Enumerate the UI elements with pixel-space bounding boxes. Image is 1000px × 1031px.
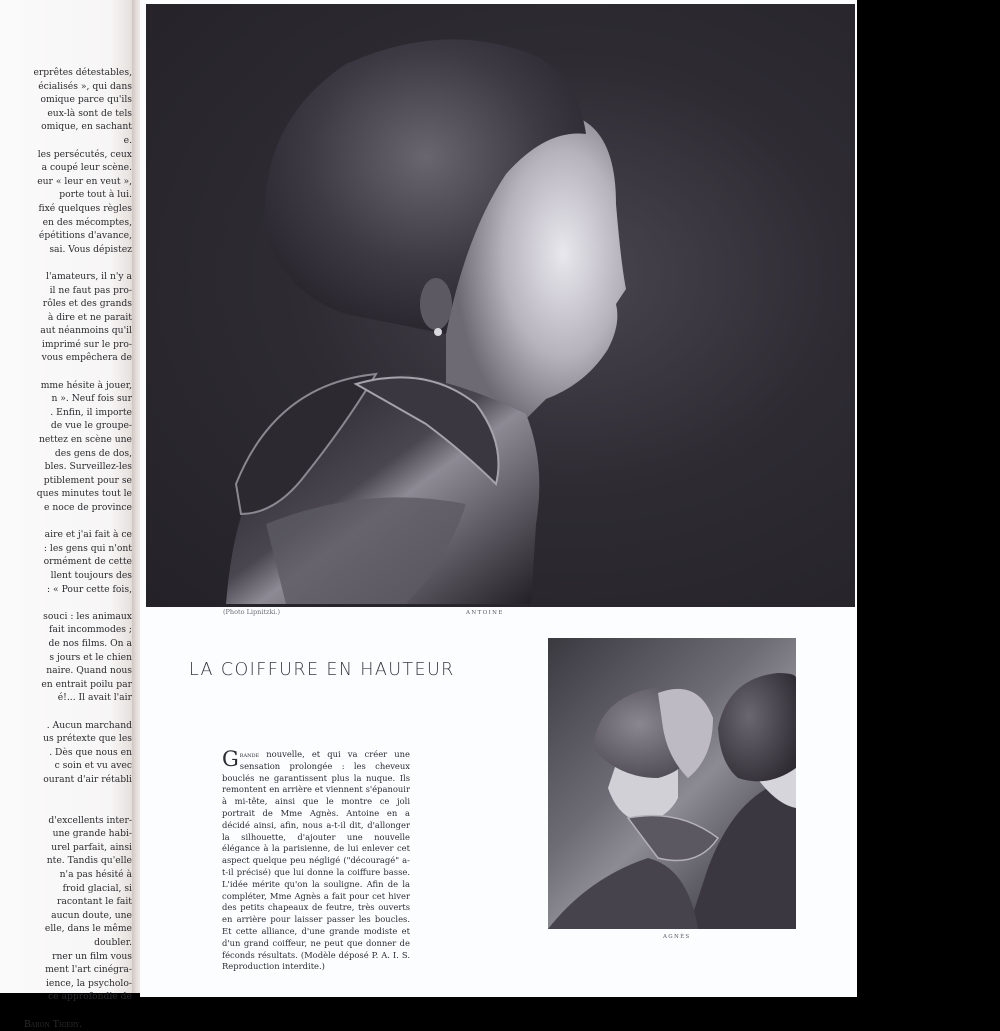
- left-text-line: de vue le groupe-: [50, 420, 132, 432]
- left-text-line: racontant le fait: [57, 896, 132, 908]
- photo-caption-antoine: ANTOINE: [466, 610, 504, 616]
- main-portrait-photo: [146, 4, 855, 607]
- left-text-line: . Dès que nous en: [49, 746, 132, 758]
- left-text-line: doubler.: [94, 937, 132, 948]
- left-text-line: [0, 786, 132, 800]
- left-text-line: d'excellents inter-: [48, 814, 132, 826]
- left-text-line: une grande habi-: [52, 828, 132, 840]
- left-text-line: à dire et ne parait: [47, 311, 132, 323]
- left-page: [0, 0, 138, 1030]
- left-text-line: [0, 515, 132, 529]
- left-text-line: épétitions d'avance,: [38, 230, 132, 242]
- left-text-line: de nos films. On a: [48, 637, 132, 649]
- hats-photo: [548, 638, 796, 929]
- article-headline: LA COIFFURE EN HAUTEUR: [189, 660, 455, 680]
- left-text-line: e noce de province: [44, 502, 132, 513]
- left-text-line: elle, dans le même: [44, 923, 132, 935]
- drop-cap: G: [222, 747, 239, 771]
- left-page-column-text: [0, 66, 132, 1031]
- left-text-line: souci : les animaux: [43, 610, 132, 622]
- left-text-line: eur « leur en veut »,: [37, 175, 132, 187]
- left-text-line: sai. Vous dépistez: [49, 243, 132, 255]
- left-text-line: aut néanmoins qu'il: [40, 325, 132, 337]
- left-text-line: n ». Neuf fois sur: [51, 393, 132, 405]
- left-text-line: imprimé sur le pro-: [41, 338, 132, 350]
- left-text-line: rner un film vous: [52, 950, 132, 962]
- photo-credit: (Photo Lipnitzki.): [223, 608, 281, 616]
- left-text-line: ce approfondie de: [47, 991, 132, 1003]
- left-text-line: en des mécomptes,: [42, 216, 132, 228]
- left-text-line: aire et j'ai fait à ce: [44, 529, 132, 541]
- left-text-line: [0, 596, 132, 610]
- left-text-line: porte tout à lui.: [59, 189, 132, 201]
- left-text-line: nte. Tandis qu'elle: [46, 855, 132, 867]
- left-text-line: : « Pour cette fois,: [47, 583, 132, 595]
- left-text-line: a coupé leur scène.: [41, 162, 132, 174]
- left-text-line: eux-là sont de tels: [47, 107, 132, 119]
- left-text-line: ptiblement pour se: [43, 474, 132, 486]
- left-text-line: ourant d'air rétabli: [43, 773, 132, 785]
- left-text-line: rôles et des grands: [42, 298, 132, 310]
- author-signature: Baron Thiéry.: [24, 1018, 83, 1030]
- left-text-line: ience, la psycholo-: [45, 977, 132, 989]
- portrait-illustration: [146, 4, 855, 607]
- left-text-line: il ne faut pas pro-: [49, 284, 132, 296]
- left-text-line: vous empêchera de: [41, 352, 132, 364]
- left-text-line: [0, 365, 132, 379]
- left-text-line: : les gens qui n'ont: [43, 542, 132, 554]
- left-text-line: s jours et le chien: [49, 651, 132, 663]
- left-text-line: mme hésite à jouer,: [40, 379, 132, 391]
- left-text-line: [0, 256, 132, 270]
- left-text-line: omique, en sachant: [41, 121, 132, 133]
- left-text-line: froid glacial, si: [62, 882, 132, 894]
- left-text-line: [0, 705, 132, 719]
- left-text-line: erprêtes détestables,: [33, 67, 132, 78]
- left-text-line: écialisés », qui dans: [38, 80, 132, 92]
- spacer: [0, 1004, 132, 1018]
- left-text-line: us prétexte que les: [43, 733, 132, 745]
- left-text-line: les persécutés, ceux: [37, 148, 132, 160]
- left-text-line: é!... Il avait l'air: [57, 692, 132, 704]
- lead-smallcaps: rande: [239, 750, 260, 759]
- left-text-line: ormément de cette: [43, 556, 132, 568]
- photo-caption-agnes: AGNÈS: [663, 934, 691, 940]
- left-text-line: . Enfin, il importe: [50, 406, 132, 418]
- left-text-line: bles. Surveillez-les: [44, 461, 132, 473]
- left-text-line: naire. Quand nous: [46, 665, 132, 677]
- left-text-line: des gens de dos,: [54, 447, 132, 459]
- left-text-line: llent toujours des: [50, 569, 132, 581]
- left-text-line: fixé quelques règles: [38, 202, 132, 214]
- left-text-line: omique parce qu'ils: [40, 94, 132, 106]
- left-text-line: ment l'art cinégra-: [45, 964, 132, 976]
- left-text-line: fait incommodes ;: [49, 624, 132, 636]
- left-text-line: l'amateurs, il n'y a: [46, 270, 132, 282]
- left-text-line: [0, 800, 132, 814]
- left-text-line: aucun doute, une: [51, 909, 132, 921]
- left-text-line: urel parfait, ainsi: [51, 841, 132, 853]
- left-text-line: e.: [123, 134, 132, 146]
- left-text-line: en entrait poilu par: [41, 678, 132, 690]
- left-text-line: n'a pas hésité à: [59, 869, 132, 881]
- left-text-line: nettez en scène une: [38, 434, 132, 446]
- left-text-line: c soin et vu avec: [54, 760, 132, 772]
- left-text-line: ques minutes tout le: [36, 488, 132, 500]
- left-text-line: . Aucun marchand: [46, 719, 132, 731]
- hats-illustration: [548, 638, 796, 929]
- article-body-text: nouvelle, et qui va créer une sensation prolongée : les cheveux bouclés ne garantissent plus la nuque. Ils remontent en arrière et viennent s'épanouir à mi-tête, ainsi que le montre ce joli portrait de Mme Agnès. Antoine en a décidé ainsi, afin, nous a-t-il dit, d'allonger la silhouette, d'ajouter une nouvelle élégance à la parisienne, de lui enlever cet aspect quelque peu négligé ("découragé" a-t-il précisé) que lui donne la coiffure basse. L'idée mérite qu'on la souligne. Afin de la compléter, Mme Agnès a fait pour cet hiver des petits chapeaux de feutre, très ouverts en arrière pour laisser passer les boucles. Et cette alliance, d'une grande modiste et d'un grand coiffeur, ne peut que donner de féconds résultats. (Modèle déposé P. A. I. S. Reproduction interdite.): [222, 749, 410, 972]
- article-body: [222, 749, 410, 973]
